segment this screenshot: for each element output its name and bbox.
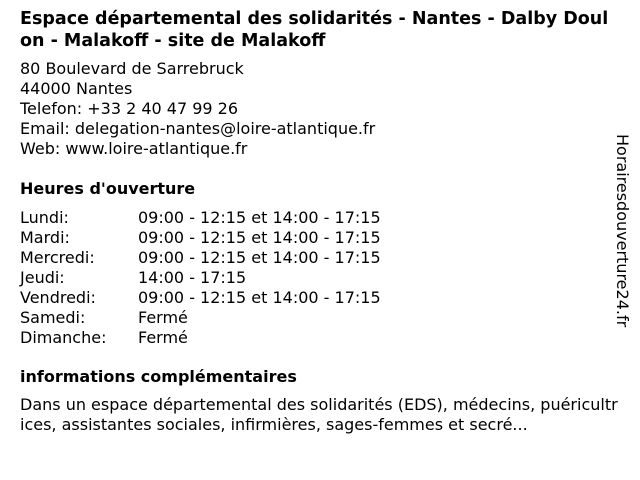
day-label: Mercredi: xyxy=(20,248,95,267)
day-hours: 09:00 - 12:15 et 14:00 - 17:15 xyxy=(138,248,381,267)
place-title: Espace départemental des solidarités - Nantes - Dalby Doulon - Malakoff - site de Malakoff xyxy=(20,9,609,51)
day-hours: 09:00 - 12:15 et 14:00 - 17:15 xyxy=(138,208,381,227)
city-postcode: 44000 Nantes xyxy=(20,79,133,98)
street-address: 80 Boulevard de Sarrebruck xyxy=(20,59,244,78)
hours-row-friday xyxy=(20,288,620,308)
day-hours: Fermé xyxy=(138,328,188,347)
day-label: Mardi: xyxy=(20,228,70,247)
contact-block xyxy=(20,59,620,159)
day-hours: 09:00 - 12:15 et 14:00 - 17:15 xyxy=(138,228,381,247)
hours-row-monday xyxy=(20,208,620,228)
opening-hours-table xyxy=(20,208,620,348)
day-label: Dimanche: xyxy=(20,328,107,347)
phone-number: Telefon: +33 2 40 47 99 26 xyxy=(20,99,239,118)
day-label: Jeudi: xyxy=(20,268,65,287)
site-watermark: Horairesdouverture24.fr xyxy=(613,134,632,328)
day-hours: Fermé xyxy=(138,308,188,327)
place-detail-card xyxy=(20,8,620,435)
day-label: Lundi: xyxy=(20,208,69,227)
website: Web: www.loire-atlantique.fr xyxy=(20,139,248,158)
day-label: Samedi: xyxy=(20,308,86,327)
opening-hours-heading: Heures d'ouverture xyxy=(20,179,196,198)
additional-info-text: Dans un espace départemental des solidarités (EDS), médecins, puéricultrices, assistantes sociales, infirmières, sages-femmes et secré... xyxy=(20,395,618,434)
hours-row-thursday xyxy=(20,268,620,288)
hours-row-wednesday xyxy=(20,248,620,268)
day-hours: 14:00 - 17:15 xyxy=(138,268,247,287)
day-label: Vendredi: xyxy=(20,288,96,307)
hours-row-tuesday xyxy=(20,228,620,248)
email-address: Email: delegation-nantes@loire-atlantique.fr xyxy=(20,119,376,138)
day-hours: 09:00 - 12:15 et 14:00 - 17:15 xyxy=(138,288,381,307)
hours-row-saturday xyxy=(20,308,620,328)
hours-row-sunday xyxy=(20,328,620,348)
additional-info-heading: informations complémentaires xyxy=(20,367,297,386)
